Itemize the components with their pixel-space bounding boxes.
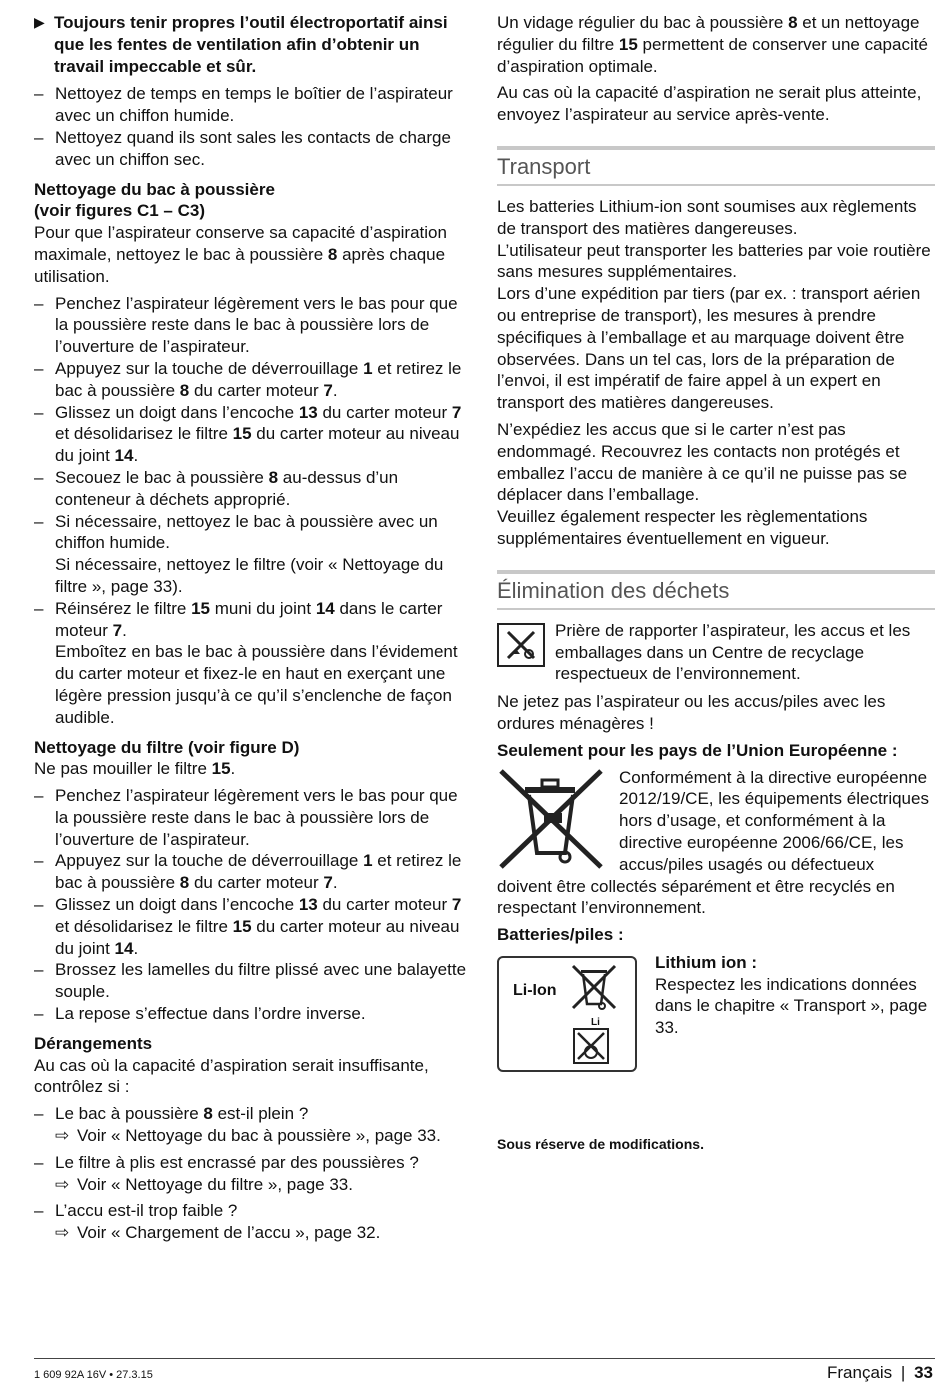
- section-heading-derangements: Dérangements: [34, 1033, 153, 1053]
- arrow-right-icon: ⇨: [55, 1126, 70, 1146]
- eu-text-a: Conformément à la directive européenne 2012/19/CE, les équipements électriques hors d’usage, et conformément à la directive européenne 2006/66/CE, les accus/piles usagés ou défectueux: [619, 767, 929, 874]
- list-item: [34, 894, 470, 959]
- section-heading-bac: [34, 179, 470, 223]
- text: Respectez les indications données dans le chapitre « Transport », page 33.: [655, 974, 928, 1038]
- footer-page-info: [827, 1363, 933, 1383]
- footer-doc-code: 1 609 92A 16V • 27.3.15: [34, 1369, 153, 1381]
- text: Emboîtez en bas le bac à poussière dans l’évidement du carter moteur et fixez-le en haut en exerçant une légère pression jusqu’à ce qu’il s’enclenche de façon audible.: [55, 642, 458, 727]
- ref-number: 1: [363, 358, 373, 378]
- paragraph: Ne jetez pas l’aspirateur ou les accus/piles avec les ordures ménagères !: [497, 692, 886, 733]
- text: du carter moteur au niveau du joint: [55, 916, 460, 958]
- text: et retirez le bac à poussière: [55, 851, 462, 893]
- warning-note: [34, 12, 470, 77]
- list-item: – Brossez les lamelles du filtre plissé avec une balayette souple.: [34, 959, 470, 1003]
- text: muni du joint: [209, 598, 316, 618]
- list-item: [34, 1103, 470, 1147]
- section-title-transport: Transport: [497, 146, 935, 186]
- list-item: [34, 598, 470, 729]
- recycling-box-icon: [573, 1028, 609, 1064]
- text: au-dessus d’un conteneur à déchets approprié.: [55, 467, 399, 509]
- arrow-right-icon: ⇨: [55, 1174, 70, 1194]
- text: Un vidage régulier du bac à poussière: [497, 13, 789, 32]
- ref-number: 14: [315, 598, 335, 618]
- ref-number: 15: [191, 598, 210, 618]
- cross-reference: [55, 1222, 470, 1244]
- list-item: – Penchez l’aspirateur légèrement vers le bas pour que la poussière reste dans le bac à poussière lors de l’ouverture de l’aspirateur.: [34, 293, 470, 358]
- text: .: [332, 380, 338, 400]
- heading-line: Nettoyage du bac à poussière: [34, 179, 275, 199]
- battery-block: [497, 952, 935, 1072]
- bac-steps-list: [34, 293, 470, 729]
- ref-number: 14: [114, 446, 134, 466]
- reserve-note: Sous réserve de modifications.: [497, 1135, 704, 1152]
- ref-number: 14: [114, 938, 134, 958]
- ref-number: 7: [112, 620, 123, 640]
- recycle-text: Prière de rapporter l’aspirateur, les accus et les emballages dans un Centre de recyclage respectueux de l’environnement.: [555, 620, 911, 684]
- recycling-icon: [497, 623, 545, 667]
- cross-reference: [55, 1125, 470, 1147]
- derangements-list: [34, 1103, 470, 1244]
- ref-number: 15: [618, 34, 638, 54]
- recycling-symbol: [502, 628, 540, 662]
- text: et désolidarisez le filtre: [55, 424, 233, 444]
- intro-list: [34, 83, 470, 170]
- text: Réinsérez le filtre: [55, 598, 192, 618]
- warning-text: Toujours tenir propres l’outil électroportatif ainsi que les fentes de ventilation afin d’obtenir un travail impeccable et sûr.: [54, 13, 448, 76]
- eu-heading: Seulement pour les pays de l’Union Européenne :: [497, 740, 898, 760]
- paragraph: [497, 196, 935, 414]
- ref-number: 7: [323, 873, 333, 893]
- text: – Si nécessaire, nettoyez le bac à poussière avec un chiffon humide.: [55, 511, 438, 553]
- ref-number: 13: [298, 402, 318, 422]
- text: Voir « Nettoyage du filtre », page 33.: [77, 1174, 353, 1194]
- text: Veuillez également respecter les règlementations supplémentaires éventuellement en vigueur.: [497, 507, 868, 548]
- ref-number: 8: [788, 13, 798, 32]
- text: L’accu est-il trop faible ?: [55, 1201, 238, 1221]
- filtre-steps-list: [34, 785, 470, 1025]
- list-item: [34, 1200, 470, 1244]
- arrow-right-icon: ⇨: [55, 1223, 70, 1243]
- weee-block: [497, 767, 935, 876]
- li-ion-heading: Lithium ion :: [655, 952, 757, 972]
- text: dans le carter moteur: [55, 598, 443, 640]
- text: Secouez le bac à poussière: [55, 467, 269, 487]
- text: Le filtre à plis est encrassé par des poussières ?: [55, 1152, 419, 1172]
- li-ion-description: [655, 952, 935, 1039]
- ref-number: 7: [451, 895, 462, 915]
- recycle-note: [497, 620, 935, 685]
- text: Les batteries Lithium-ion sont soumises aux règlements de transport des matières dangereuses.: [497, 196, 917, 238]
- text: du carter moteur: [189, 380, 324, 400]
- text: du carter moteur: [189, 873, 324, 893]
- ref-number: 7: [451, 402, 462, 422]
- left-column: [34, 12, 470, 1249]
- text: Pour que l’aspirateur conserve sa capacité d’aspiration maximale, nettoyez le bac à poussière: [34, 223, 447, 264]
- text: .: [332, 873, 338, 893]
- ref-number: 15: [232, 424, 252, 444]
- text: et désolidarisez le filtre: [55, 916, 233, 936]
- text: L’utilisateur peut transporter les batteries par voie routière sans mesures supplémentaires.: [497, 240, 931, 282]
- section-heading-filtre: Nettoyage du filtre (voir figure D): [34, 737, 300, 757]
- text: après chaque utilisation.: [34, 244, 446, 286]
- paragraph: [497, 419, 935, 550]
- ref-number: 15: [211, 759, 231, 779]
- ref-number: 1: [363, 851, 373, 871]
- text: du carter moteur au niveau du joint: [55, 424, 460, 466]
- text: et un nettoyage régulier du filtre: [497, 13, 920, 54]
- text: et retirez le bac à poussière: [55, 358, 462, 400]
- list-item: – Nettoyez de temps en temps le boîtier de l’aspirateur avec un chiffon humide.: [34, 83, 470, 127]
- battery-heading: Batteries/piles :: [497, 925, 624, 945]
- text: Lors d’une expédition par tiers (par ex. : transport aérien ou entreprise de transport), les mesures à prendre spécifiques à l’emballage et au marquage doivent être observées. Dans un tel cas, lors de la préparation de l’envoi, il est impératif de faire appel à un expert en transport des matières dangereuses.: [497, 284, 921, 413]
- list-item: [34, 402, 470, 467]
- right-column: [497, 12, 935, 1161]
- cross-reference: [55, 1174, 470, 1196]
- list-item: – Penchez l’aspirateur légèrement vers le bas pour que la poussière reste dans le bac à poussière lors de l’ouverture de l’aspirateur.: [34, 785, 470, 850]
- section-title-elimination: Élimination des déchets: [497, 570, 935, 610]
- text: Si nécessaire, nettoyez le filtre (voir « Nettoyage du filtre », page 33).: [55, 555, 444, 596]
- text: Ne pas mouiller le filtre: [34, 759, 212, 779]
- paragraph: [34, 758, 470, 780]
- li-ion-label: Li-Ion: [513, 981, 557, 999]
- li-bin-icon: [569, 962, 619, 1014]
- text: permettent de conserver une capacité d’aspiration optimale.: [497, 34, 928, 76]
- text: .: [133, 938, 139, 958]
- text: Appuyez sur la touche de déverrouillage: [55, 851, 364, 871]
- paragraph: [34, 222, 470, 287]
- paragraph: doivent être collectés séparément et être recyclés en respectant l’environnement.: [497, 876, 895, 918]
- page-number: 33: [914, 1363, 933, 1382]
- text: Appuyez sur la touche de déverrouillage: [55, 358, 364, 378]
- list-item: – La repose s’effectue dans l’ordre inverse.: [34, 1003, 470, 1025]
- text: .: [230, 759, 236, 779]
- ref-number: 8: [179, 380, 190, 400]
- crossed-out-bin-icon: [497, 769, 605, 869]
- text: N’expédiez les accus que si le carter n’est pas endommagé. Recouvrez les contacts non protégés et emballez l’accu de manière à ce qu’il ne puisse pas se déplacer dans l’emballage.: [497, 419, 908, 505]
- list-item: [34, 358, 470, 402]
- ref-number: 8: [203, 1104, 213, 1124]
- text: .: [133, 446, 139, 466]
- ref-number: 8: [268, 467, 279, 487]
- text: Voir « Chargement de l’accu », page 32.: [77, 1223, 381, 1243]
- list-item: [34, 467, 470, 511]
- list-item: – Nettoyez quand ils sont sales les contacts de charge avec un chiffon sec.: [34, 127, 470, 171]
- text: Glissez un doigt dans l’encoche: [55, 402, 299, 422]
- text: Voir « Nettoyage du bac à poussière », page 33.: [77, 1126, 441, 1146]
- text: du carter moteur: [317, 402, 452, 422]
- li-bin-label: Li: [591, 1016, 600, 1028]
- ref-number: 15: [232, 916, 252, 936]
- ref-number: 7: [323, 380, 333, 400]
- text: est-il plein ?: [212, 1104, 309, 1124]
- list-item: [34, 850, 470, 894]
- text: Glissez un doigt dans l’encoche: [55, 895, 299, 915]
- footer-divider: [34, 1358, 935, 1359]
- text: du carter moteur: [317, 895, 452, 915]
- list-item: [34, 1152, 470, 1196]
- text: Le bac à poussière: [55, 1104, 204, 1124]
- paragraph: Au cas où la capacité d’aspiration ne serait plus atteinte, envoyez l’aspirateur au service après-vente.: [497, 83, 922, 125]
- heading-line: (voir figures C1 – C3): [34, 201, 205, 221]
- list-item: [34, 511, 470, 598]
- footer-language: Français: [827, 1363, 893, 1382]
- paragraph: Au cas où la capacité d’aspiration serait insuffisante, contrôlez si :: [34, 1055, 429, 1097]
- ref-number: 8: [179, 873, 190, 893]
- triangle-bullet-icon: ▶: [34, 14, 45, 30]
- footer-separator: |: [900, 1363, 906, 1382]
- ref-number: 8: [327, 244, 338, 264]
- ref-number: 13: [298, 895, 318, 915]
- paragraph: [497, 12, 935, 77]
- text: .: [122, 620, 127, 640]
- li-ion-marking-icon: [497, 956, 637, 1072]
